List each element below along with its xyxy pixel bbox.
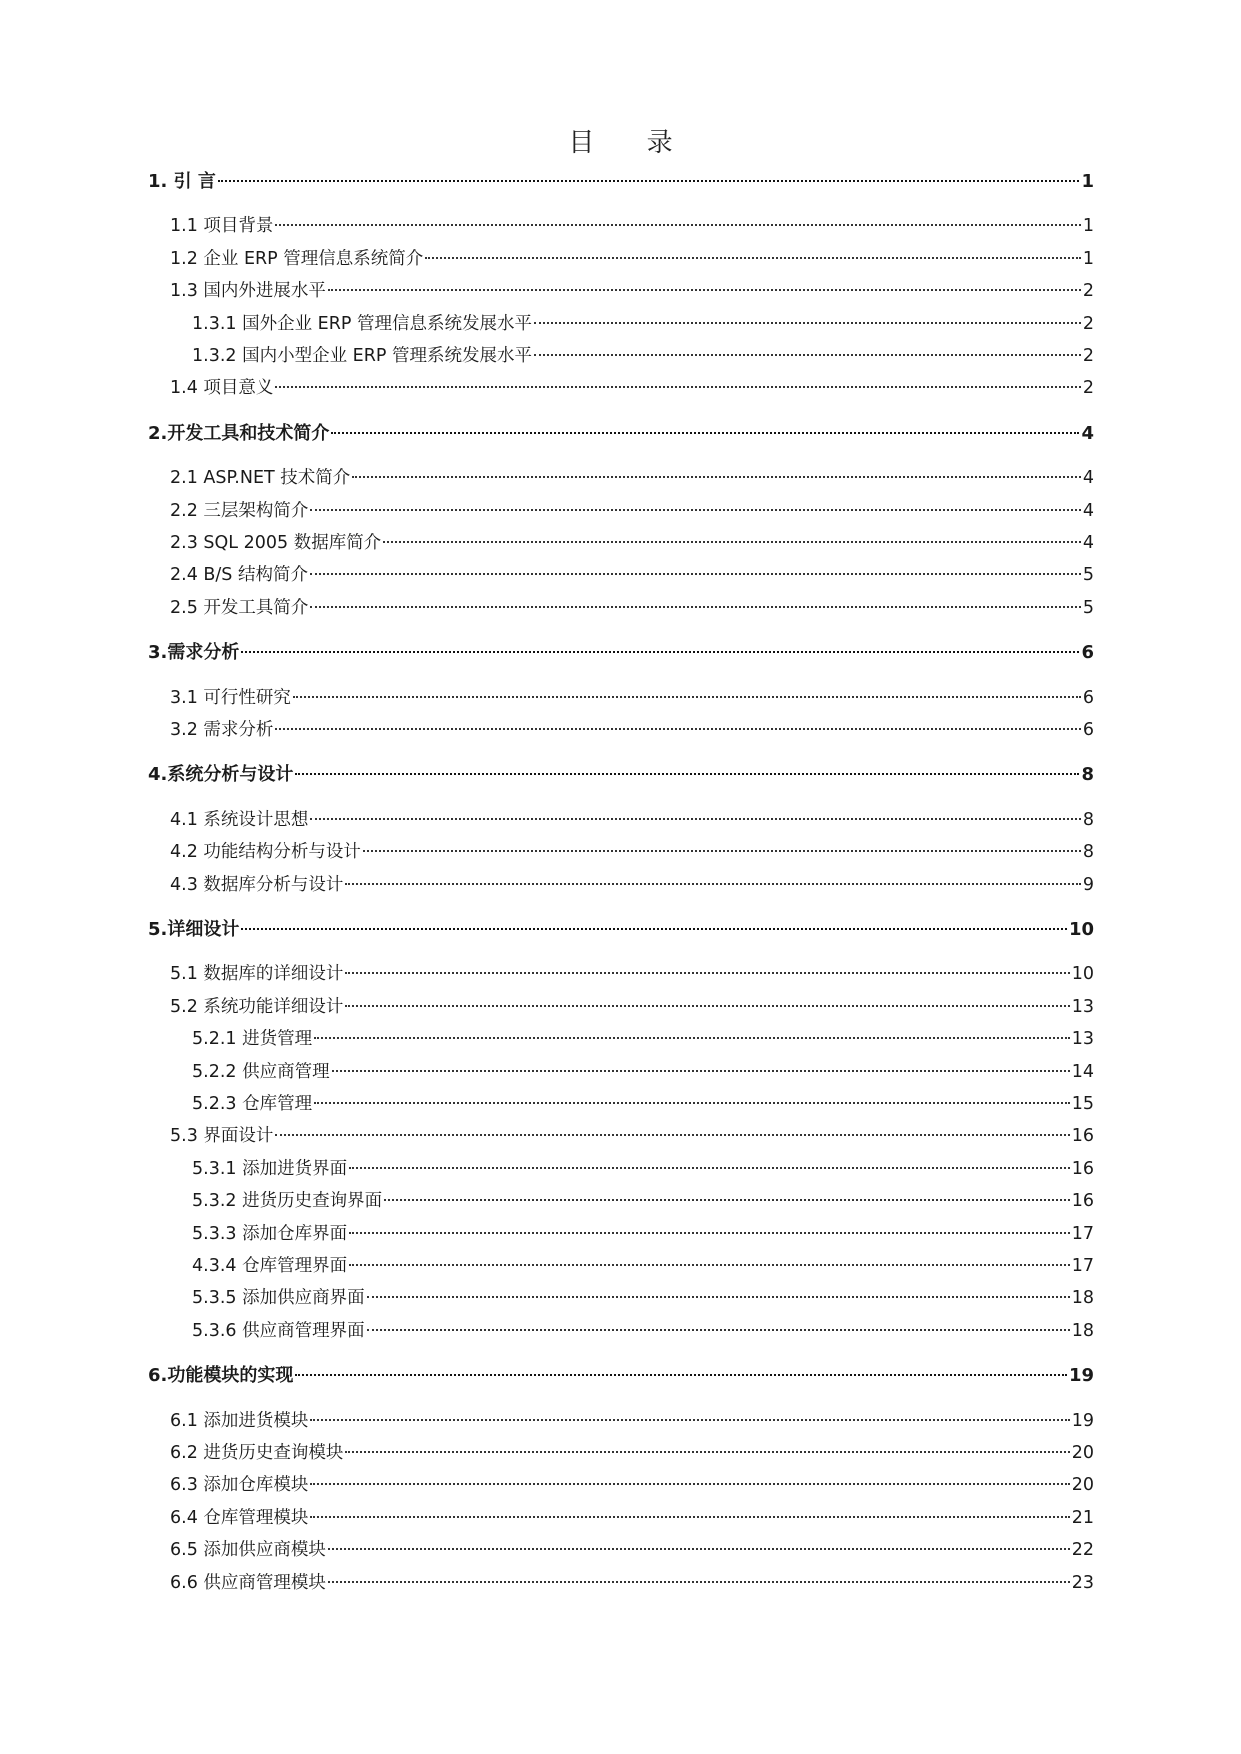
toc-entry-label: 1.1 项目背景 bbox=[170, 216, 274, 237]
toc-dot-leader bbox=[275, 386, 1080, 388]
toc-dot-leader bbox=[349, 1167, 1070, 1169]
toc-dot-leader bbox=[328, 1581, 1070, 1583]
toc-entry-label: 5.详细设计 bbox=[148, 919, 240, 940]
toc-page-number: 9 bbox=[1082, 874, 1094, 895]
toc-entry-label: 1.3 国内外进展水平 bbox=[170, 281, 326, 302]
toc-entry[interactable] bbox=[170, 718, 1094, 742]
toc-entry[interactable] bbox=[192, 1319, 1094, 1343]
toc-entry[interactable] bbox=[170, 376, 1094, 400]
toc-entry-label: 2.1 ASP.NET 技术简介 bbox=[170, 468, 351, 489]
toc-entry[interactable] bbox=[192, 1027, 1094, 1051]
toc-entry-label: 3.1 可行性研究 bbox=[170, 687, 291, 708]
toc-entry[interactable] bbox=[170, 873, 1094, 897]
toc-entry[interactable] bbox=[192, 1189, 1094, 1213]
toc-page-number: 17 bbox=[1071, 1223, 1094, 1244]
toc-page-number: 1 bbox=[1082, 216, 1094, 237]
toc-dot-leader bbox=[345, 1451, 1069, 1453]
toc-entry-label: 2.5 开发工具简介 bbox=[170, 597, 309, 618]
toc-page-number: 4 bbox=[1082, 468, 1094, 489]
toc-entry[interactable] bbox=[170, 1473, 1094, 1497]
toc-entry[interactable] bbox=[170, 962, 1094, 986]
toc-entry-label: 5.3.5 添加供应商界面 bbox=[192, 1288, 365, 1309]
toc-entry[interactable] bbox=[192, 1286, 1094, 1310]
toc-dot-leader bbox=[425, 257, 1081, 259]
toc-entry[interactable] bbox=[192, 312, 1094, 336]
toc-entry[interactable] bbox=[170, 214, 1094, 238]
toc-page-number: 16 bbox=[1071, 1158, 1094, 1179]
toc-dot-leader bbox=[218, 180, 1080, 182]
toc-entry-label: 2.开发工具和技术简介 bbox=[148, 422, 330, 444]
toc-page-number: 18 bbox=[1071, 1320, 1094, 1341]
toc-page-number: 5 bbox=[1082, 565, 1094, 586]
toc-page-number: 13 bbox=[1071, 996, 1094, 1017]
toc-page-number: 6 bbox=[1082, 720, 1094, 740]
toc-page-number: 10 bbox=[1071, 964, 1094, 985]
toc-page-number: 20 bbox=[1071, 1475, 1094, 1496]
toc-dot-leader bbox=[275, 728, 1080, 730]
toc-entry-label: 1.3.2 国内小型企业 ERP 管理系统发展水平 bbox=[192, 346, 532, 366]
toc-page-number: 8 bbox=[1082, 809, 1094, 830]
toc-entry[interactable] bbox=[170, 1506, 1094, 1530]
toc-dot-leader bbox=[275, 224, 1080, 226]
toc-entry-label: 6.1 添加进货模块 bbox=[170, 1410, 309, 1431]
toc-dot-leader bbox=[241, 651, 1079, 653]
toc-dot-leader bbox=[328, 289, 1081, 291]
toc-entry[interactable] bbox=[170, 995, 1094, 1019]
toc-dot-leader bbox=[363, 850, 1081, 852]
toc-entry[interactable] bbox=[170, 596, 1094, 620]
toc-dot-leader bbox=[310, 509, 1080, 511]
toc-dot-leader bbox=[310, 1516, 1069, 1518]
toc-page-number: 1 bbox=[1082, 248, 1094, 269]
toc-entry[interactable] bbox=[148, 170, 1094, 194]
toc-dot-leader bbox=[345, 1005, 1069, 1007]
toc-entry-label: 5.2.1 进货管理 bbox=[192, 1029, 313, 1050]
toc-page-number: 14 bbox=[1071, 1061, 1094, 1082]
toc-entry-label: 2.3 SQL 2005 数据库简介 bbox=[170, 533, 382, 553]
toc-entry[interactable] bbox=[170, 686, 1094, 710]
toc-entry-label: 5.3.1 添加进货界面 bbox=[192, 1158, 348, 1179]
toc-entry-label: 5.3.3 添加仓库界面 bbox=[192, 1223, 348, 1244]
toc-entry[interactable] bbox=[192, 1092, 1094, 1116]
toc-page-number: 6 bbox=[1081, 642, 1094, 664]
toc-entry-label: 6.3 添加仓库模块 bbox=[170, 1475, 309, 1496]
toc-entry[interactable] bbox=[170, 499, 1094, 523]
toc-page-number: 23 bbox=[1071, 1572, 1094, 1593]
toc-entry-label: 6.功能模块的实现 bbox=[148, 1365, 294, 1387]
toc-page-number: 2 bbox=[1082, 346, 1094, 366]
toc-dot-leader bbox=[367, 1329, 1070, 1331]
toc-dot-leader bbox=[314, 1102, 1070, 1104]
toc-page-number: 8 bbox=[1082, 842, 1094, 863]
toc-entry-label: 5.2 系统功能详细设计 bbox=[170, 996, 344, 1017]
toc-dot-leader bbox=[314, 1037, 1070, 1039]
toc-dot-leader bbox=[384, 1199, 1070, 1201]
toc-entry[interactable] bbox=[192, 1222, 1094, 1246]
toc-page-number: 21 bbox=[1071, 1507, 1094, 1528]
toc-dot-leader bbox=[310, 1483, 1069, 1485]
toc-dot-leader bbox=[534, 322, 1081, 324]
toc-entry-label: 6.5 添加供应商模块 bbox=[170, 1540, 326, 1561]
toc-dot-leader bbox=[349, 1232, 1070, 1234]
toc-entry[interactable] bbox=[170, 563, 1094, 587]
toc-page-number: 2 bbox=[1082, 313, 1094, 334]
toc-dot-leader bbox=[295, 773, 1079, 775]
toc-page-number: 4 bbox=[1082, 533, 1094, 553]
toc-page-number: 13 bbox=[1071, 1029, 1094, 1050]
toc-entry[interactable] bbox=[148, 422, 1094, 446]
toc-entry-label: 5.3 界面设计 bbox=[170, 1126, 274, 1147]
toc-entry-label: 5.2.3 仓库管理 bbox=[192, 1094, 313, 1114]
toc-entry-label: 4.1 系统设计思想 bbox=[170, 809, 309, 830]
toc-entry[interactable] bbox=[170, 1571, 1094, 1595]
toc-page-number: 16 bbox=[1071, 1126, 1094, 1147]
toc-page-number: 5 bbox=[1082, 597, 1094, 618]
toc-page-number: 2 bbox=[1082, 281, 1094, 302]
toc-entry[interactable] bbox=[170, 1441, 1094, 1465]
toc-entry-label: 1.4 项目意义 bbox=[170, 378, 274, 399]
toc-dot-leader bbox=[295, 1374, 1067, 1376]
toc-page-number: 1 bbox=[1081, 171, 1094, 192]
toc-entry[interactable] bbox=[148, 1364, 1094, 1388]
toc-entry-label: 6.4 仓库管理模块 bbox=[170, 1507, 309, 1528]
toc-entry[interactable] bbox=[192, 344, 1094, 368]
toc-page-number: 10 bbox=[1068, 919, 1094, 940]
toc-entry-label: 4.系统分析与设计 bbox=[148, 764, 294, 786]
toc-entry-label: 4.3.4 仓库管理界面 bbox=[192, 1256, 348, 1276]
toc-entry-label: 5.1 数据库的详细设计 bbox=[170, 964, 344, 985]
toc-entry-label: 4.3 数据库分析与设计 bbox=[170, 874, 344, 895]
toc-entry[interactable] bbox=[170, 531, 1094, 555]
toc-page-number: 19 bbox=[1068, 1365, 1094, 1387]
toc-entry[interactable] bbox=[148, 641, 1094, 665]
toc-page-number: 20 bbox=[1071, 1443, 1094, 1463]
toc-entry[interactable] bbox=[170, 840, 1094, 864]
toc-dot-leader bbox=[345, 883, 1080, 885]
toc-entry[interactable] bbox=[170, 1538, 1094, 1562]
toc-page-number: 8 bbox=[1081, 764, 1094, 786]
toc-entry[interactable] bbox=[170, 279, 1094, 303]
toc-entry-label: 3.需求分析 bbox=[148, 642, 240, 664]
toc-dot-leader bbox=[383, 541, 1081, 543]
toc-dot-leader bbox=[345, 972, 1069, 974]
toc-entry-label: 2.4 B/S 结构简介 bbox=[170, 565, 308, 586]
toc-page-number: 16 bbox=[1071, 1191, 1094, 1212]
toc-page-number: 2 bbox=[1082, 378, 1094, 399]
toc-entry-label: 1.2 企业 ERP 管理信息系统简介 bbox=[170, 248, 424, 269]
toc-page-number: 18 bbox=[1071, 1288, 1094, 1309]
toc-entry-label: 1.3.1 国外企业 ERP 管理信息系统发展水平 bbox=[192, 313, 532, 334]
toc-entry[interactable] bbox=[170, 1409, 1094, 1433]
toc-page-number: 15 bbox=[1071, 1094, 1094, 1114]
toc-entry[interactable] bbox=[170, 247, 1094, 271]
toc-dot-leader bbox=[332, 1070, 1070, 1072]
toc-dot-leader bbox=[349, 1264, 1070, 1266]
toc-page-number: 17 bbox=[1071, 1256, 1094, 1276]
toc-dot-leader bbox=[310, 573, 1081, 575]
toc-dot-leader bbox=[310, 1419, 1069, 1421]
toc-title: 目 录 bbox=[568, 128, 695, 158]
toc-entry-label: 1. 引 言 bbox=[148, 171, 216, 192]
toc-entry-label: 5.2.2 供应商管理 bbox=[192, 1061, 330, 1082]
toc-entry-label: 2.2 三层架构简介 bbox=[170, 500, 309, 521]
toc-entry[interactable] bbox=[192, 1254, 1094, 1278]
toc-page-number: 19 bbox=[1071, 1410, 1094, 1431]
toc-dot-leader bbox=[241, 928, 1067, 930]
toc-dot-leader bbox=[293, 696, 1081, 698]
toc-dot-leader bbox=[331, 432, 1079, 434]
toc-dot-leader bbox=[310, 606, 1080, 608]
toc-dot-leader bbox=[534, 354, 1081, 356]
toc-page-number: 4 bbox=[1082, 500, 1094, 521]
toc-dot-leader bbox=[328, 1548, 1070, 1550]
toc-entry[interactable] bbox=[170, 466, 1094, 490]
toc-entry[interactable] bbox=[170, 808, 1094, 832]
toc-entry-label: 3.2 需求分析 bbox=[170, 720, 274, 740]
toc-entry[interactable] bbox=[192, 1157, 1094, 1181]
toc-entry-label: 6.2 进货历史查询模块 bbox=[170, 1443, 344, 1463]
toc-dot-leader bbox=[310, 818, 1080, 820]
toc-entry[interactable] bbox=[148, 763, 1094, 787]
toc-dot-leader bbox=[275, 1134, 1069, 1136]
toc-entry[interactable] bbox=[170, 1124, 1094, 1148]
toc-dot-leader bbox=[352, 476, 1081, 478]
toc-entry-label: 5.3.6 供应商管理界面 bbox=[192, 1320, 365, 1341]
toc-page-number: 4 bbox=[1081, 422, 1094, 444]
toc-dot-leader bbox=[367, 1296, 1070, 1298]
toc-page-number: 22 bbox=[1071, 1540, 1094, 1561]
toc-page-number: 6 bbox=[1082, 687, 1094, 708]
toc-entry-label: 6.6 供应商管理模块 bbox=[170, 1572, 326, 1593]
toc-entry-label: 4.2 功能结构分析与设计 bbox=[170, 842, 361, 863]
toc-entry-label: 5.3.2 进货历史查询界面 bbox=[192, 1191, 383, 1212]
toc-entry[interactable] bbox=[192, 1060, 1094, 1084]
toc-entry[interactable] bbox=[148, 918, 1094, 942]
